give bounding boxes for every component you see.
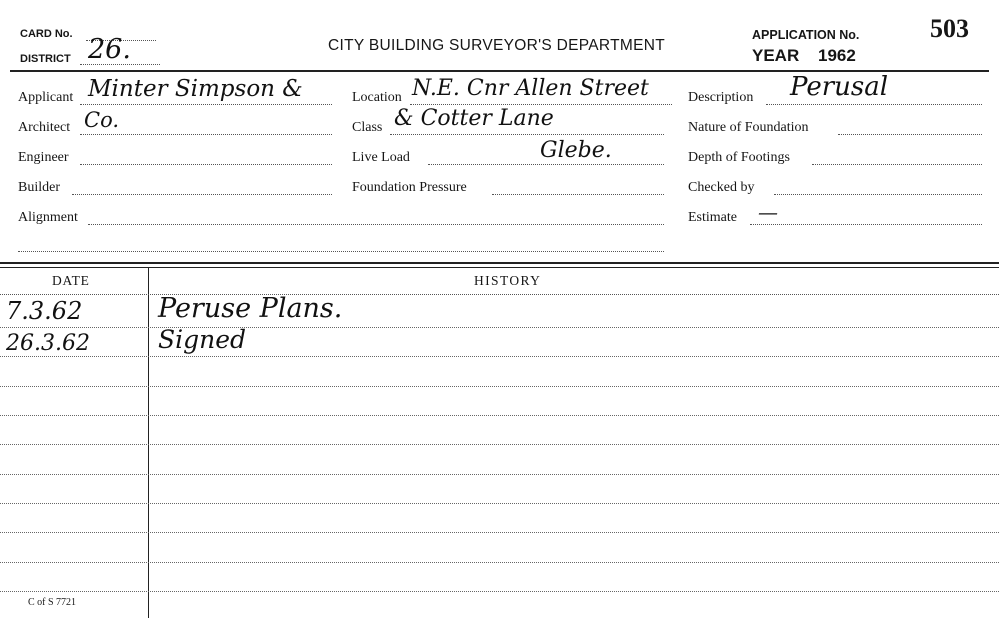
nature-of-foundation-line [838, 134, 982, 135]
history-column-header: HISTORY [474, 273, 542, 288]
history-entry-date: 26.3.62 [6, 331, 90, 356]
architect-line [80, 134, 332, 135]
history-row-line [0, 562, 999, 563]
checked-by-label: Checked by [688, 180, 755, 195]
form-code: C of S 7721 [28, 597, 77, 608]
class-line [390, 134, 664, 135]
history-row-line [0, 444, 999, 445]
estimate-label: Estimate [688, 210, 737, 225]
checked-by-line [774, 194, 982, 195]
history-row-line [0, 532, 999, 533]
alignment-line [88, 224, 664, 225]
district-label: DISTRICT [20, 53, 71, 65]
estimate-line [750, 224, 982, 225]
history-top-rule-2 [0, 267, 999, 268]
history-row-line [0, 415, 999, 416]
description-value: Perusal [790, 72, 889, 102]
engineer-line [80, 164, 332, 165]
history-entry-text: Peruse Plans. [158, 293, 343, 324]
live-load-label: Live Load [352, 150, 410, 165]
foundation-pressure-label: Foundation Pressure [352, 180, 467, 195]
location-line [410, 104, 672, 105]
history-row-line [0, 327, 999, 328]
architect-label: Architect [18, 120, 71, 135]
department-title: CITY BUILDING SURVEYOR'S DEPARTMENT [328, 37, 666, 54]
class-value: & Cotter Lane [394, 106, 554, 131]
header-separator [0, 294, 999, 295]
date-column-header: DATE [52, 273, 90, 288]
history-row-line [0, 386, 999, 387]
blank-line [18, 251, 664, 252]
applicant-label: Applicant [18, 90, 74, 105]
builder-label: Builder [18, 180, 60, 195]
applicant-line [80, 104, 332, 105]
application-no-label: APPLICATION No. [752, 28, 860, 42]
class-label: Class [352, 120, 383, 135]
application-no-value: 503 [930, 14, 969, 43]
nature-of-foundation-label: Nature of Foundation [688, 120, 809, 135]
description-line [766, 104, 982, 105]
architect-value: Co. [84, 108, 120, 132]
foundation-pressure-line [492, 194, 664, 195]
history-row-line [0, 503, 999, 504]
year-label: YEAR [752, 46, 800, 65]
card-no-label: CARD No. [20, 28, 73, 40]
date-column-divider [148, 268, 149, 618]
history-entry-date: 7.3.62 [6, 297, 83, 325]
history-entry-text: Signed [158, 325, 247, 354]
depth-of-footings-label: Depth of Footings [688, 150, 790, 165]
live-load-value: Glebe. [540, 138, 612, 163]
depth-of-footings-line [812, 164, 982, 165]
year-value: 1962 [818, 46, 856, 65]
history-row-line [0, 474, 999, 475]
location-label: Location [352, 90, 402, 105]
live-load-line [428, 164, 664, 165]
estimate-value: — [758, 200, 778, 224]
history-top-rule-1 [0, 262, 999, 264]
applicant-value: Minter Simpson & [88, 76, 303, 102]
history-row-line [0, 356, 999, 357]
alignment-label: Alignment [18, 210, 78, 225]
district-value: 26. [88, 34, 131, 65]
description-label: Description [688, 90, 754, 105]
location-value: N.E. Cnr Allen Street [412, 76, 649, 101]
history-row-line [0, 591, 999, 592]
engineer-label: Engineer [18, 150, 69, 165]
builder-line [72, 194, 332, 195]
